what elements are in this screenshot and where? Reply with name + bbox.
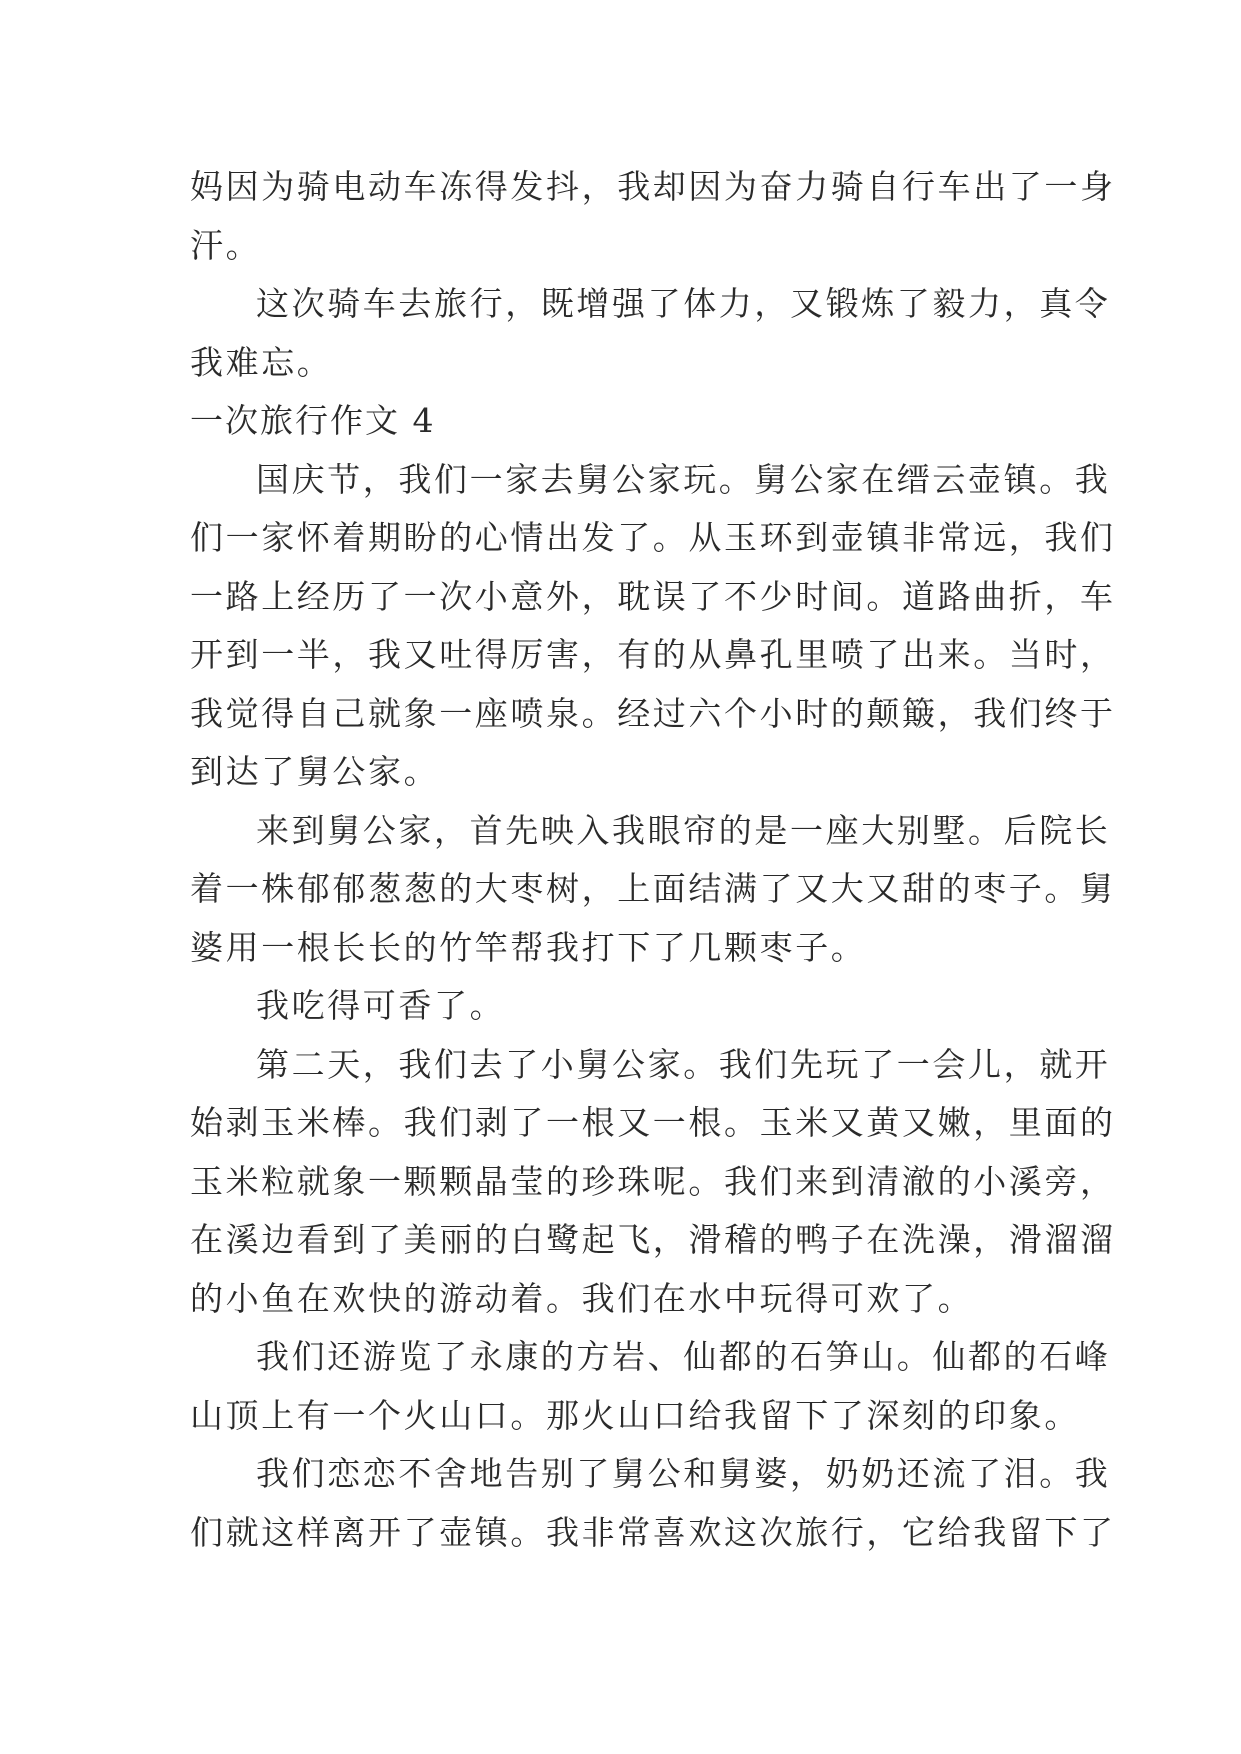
text-line: 到达了舅公家。 — [190, 752, 440, 791]
text-line: 玉米粒就象一颗颗晶莹的珍珠呢。我们来到清澈的小溪旁， — [190, 1161, 1116, 1201]
text-line: 我难忘。 — [190, 342, 333, 382]
text-line: 开到一半，我又吐得厉害，有的从鼻孔里喷了出来。当时， — [190, 635, 1116, 674]
text-line: 的小鱼在欢快的游动着。我们在水中玩得可欢了。 — [190, 1278, 974, 1318]
text-line: 们就这样离开了壶镇。我非常喜欢这次旅行，它给我留下了 — [190, 1512, 1116, 1552]
text-line: 我们恋恋不舍地告别了舅公和舅婆，奶奶还流了泪。我 — [256, 1454, 1111, 1493]
text-line: 们一家怀着期盼的心情出发了。从玉环到壶镇非常远，我们 — [190, 518, 1116, 557]
section-heading: 一次旅行作文 4 — [190, 401, 436, 440]
text-line: 山顶上有一个火山口。那火山口给我留下了深刻的印象。 — [190, 1395, 1080, 1435]
text-line: 在溪边看到了美丽的白鹭起飞，滑稽的鸭子在洗澡，滑溜溜 — [190, 1220, 1116, 1259]
text-line: 汗。 — [190, 225, 262, 265]
text-line: 一路上经历了一次小意外，耽误了不少时间。道路曲折，车 — [190, 576, 1116, 616]
text-line: 这次骑车去旅行，既增强了体力，又锻炼了毅力，真令 — [256, 284, 1111, 323]
text-line: 妈因为骑电动车冻得发抖，我却因为奋力骑自行车出了一身 — [190, 167, 1116, 206]
text-line: 国庆节，我们一家去舅公家玩。舅公家在缙云壶镇。我 — [256, 459, 1111, 499]
text-line: 来到舅公家，首先映入我眼帘的是一座大别墅。后院长 — [256, 810, 1111, 850]
text-line: 第二天，我们去了小舅公家。我们先玩了一会儿，就开 — [256, 1044, 1111, 1084]
text-line: 我觉得自己就象一座喷泉。经过六个小时的颠簸，我们终于 — [190, 693, 1116, 733]
text-line: 婆用一根长长的竹竿帮我打下了几颗枣子。 — [190, 927, 867, 967]
text-line: 我吃得可香了。 — [256, 986, 506, 1025]
document-body — [190, 158, 1116, 1562]
text-line: 始剥玉米棒。我们剥了一根又一根。玉米又黄又嫩，里面的 — [190, 1103, 1116, 1142]
text-line: 我们还游览了永康的方岩、仙都的石笋山。仙都的石峰 — [256, 1337, 1111, 1376]
text-line: 着一株郁郁葱葱的大枣树，上面结满了又大又甜的枣子。舅 — [190, 869, 1116, 908]
